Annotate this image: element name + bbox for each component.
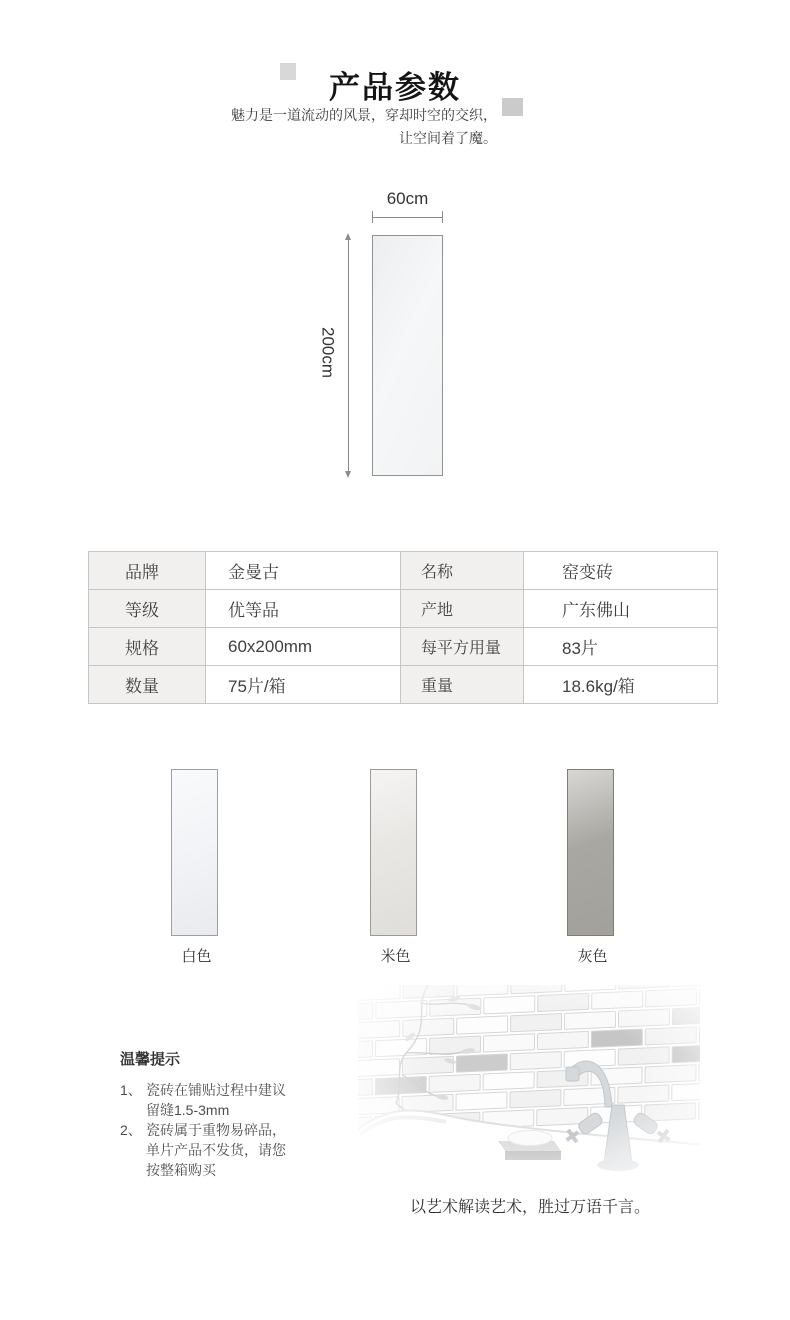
swatch-label-white: 白色: [181, 948, 212, 965]
table-row: [89, 552, 718, 590]
spec-value: 60x200mm: [206, 628, 401, 666]
table-row: [89, 590, 718, 628]
height-measure-line: [348, 238, 349, 473]
spec-value: 窑变砖: [524, 552, 718, 590]
swatch-label-gray: 灰色: [577, 948, 608, 965]
spec-table: [88, 551, 718, 704]
tip-number: 2、: [120, 1122, 142, 1138]
spec-label: 重量: [401, 666, 524, 704]
table-row: [89, 628, 718, 666]
width-measure-line: [372, 217, 443, 218]
tip-text: 瓷砖在铺贴过程中建议留缝1.5-3mm: [146, 1082, 286, 1118]
list-item: [120, 1080, 296, 1120]
subtitle-line-1: 魅力是一道流动的风景，穿却时空的交织，: [231, 107, 497, 123]
color-swatch-white-face: [171, 769, 218, 936]
spec-label: 每平方用量: [401, 628, 524, 666]
tips-list: [120, 1080, 296, 1180]
spec-label: 产地: [401, 590, 524, 628]
tile-height-label: 200cm: [318, 326, 338, 379]
table-row: [89, 666, 718, 704]
spec-value: 83片: [524, 628, 718, 666]
color-swatch-white: [171, 769, 218, 936]
color-swatch-gray-face: [567, 769, 614, 936]
page-title: 产品参数: [329, 70, 461, 105]
list-item: [120, 1120, 296, 1180]
tip-number: 1、: [120, 1082, 142, 1098]
spec-value: 优等品: [206, 590, 401, 628]
subtitle-line-2: 让空间着了魔。: [399, 130, 497, 146]
spec-label: 数量: [89, 666, 206, 704]
tip-text: 瓷砖属于重物易碎品，单片产品不发货，请您按整箱购买: [146, 1122, 286, 1178]
height-measure-arrow-top: [345, 233, 351, 240]
height-measure-arrow-bottom: [345, 471, 351, 478]
spec-label: 等级: [89, 590, 206, 628]
color-swatch-beige-face: [370, 769, 417, 936]
spec-label: 品牌: [89, 552, 206, 590]
tile-diagram: [372, 235, 443, 476]
spec-value: 75片/箱: [206, 666, 401, 704]
tile-width-label: 60cm: [386, 189, 429, 208]
width-measure-tick-right: [442, 211, 443, 223]
decor-scene-image: [358, 985, 700, 1190]
width-measure-tick-left: [372, 211, 373, 223]
decor-scene: [358, 985, 700, 1190]
color-swatch-gray: [567, 769, 614, 936]
spec-value: 金曼古: [206, 552, 401, 590]
spec-label: 名称: [401, 552, 524, 590]
footer-slogan: 以艺术解读艺术，胜过万语千言。: [409, 1199, 650, 1216]
color-swatch-beige: [370, 769, 417, 936]
swatch-label-beige: 米色: [380, 948, 411, 965]
fade-overlay: [358, 985, 700, 1190]
spec-label: 规格: [89, 628, 206, 666]
page-subtitle: [231, 104, 497, 150]
spec-value: 18.6kg/箱: [524, 666, 718, 704]
spec-value: 广东佛山: [524, 590, 718, 628]
tips-heading: 温馨提示: [120, 1051, 181, 1068]
